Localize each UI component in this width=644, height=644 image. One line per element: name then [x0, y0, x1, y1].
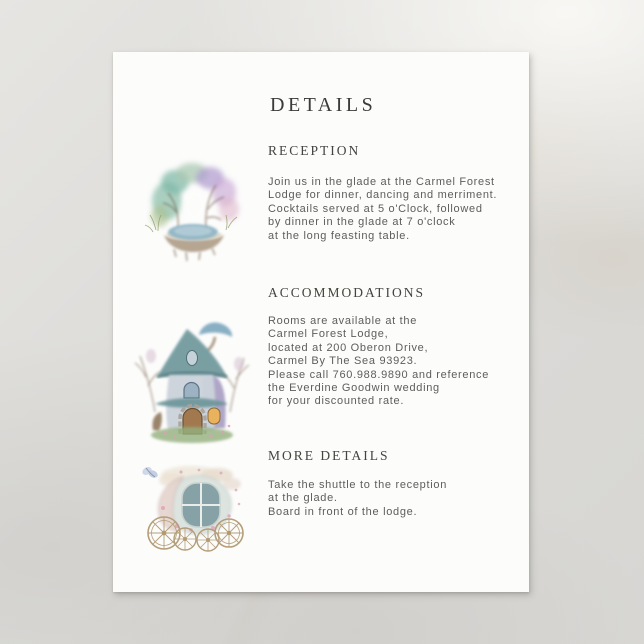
butterfly-icon — [141, 465, 159, 479]
card-title: DETAILS — [270, 94, 377, 116]
glade-pond-icon — [138, 157, 248, 267]
body-line: located at 200 Oberon Drive, — [268, 341, 429, 354]
body-line: Carmel Forest Lodge, — [268, 328, 389, 341]
enchanted-glade-pond-illustration — [138, 157, 248, 267]
body-line: Rooms are available at the — [268, 315, 418, 327]
body-line: Board in front of the lodge. — [268, 505, 418, 518]
section-body-more-details — [268, 479, 518, 519]
body-line: at the glade. — [268, 492, 338, 505]
body-line: Take the shuttle to the reception — [268, 479, 448, 491]
section-body-accommodations — [268, 315, 518, 409]
body-line: by dinner in the glade at 7 o'clock — [268, 216, 456, 229]
body-line: Join us in the glade at the Carmel Forest — [268, 176, 495, 188]
body-line: Lodge for dinner, dancing and merriment. — [268, 189, 498, 202]
details-card — [113, 52, 529, 592]
fairy-mushroom-house-illustration — [131, 316, 252, 446]
section-body-reception — [268, 176, 518, 243]
section-heading-reception: RECEPTION — [268, 143, 361, 158]
fairy-carriage-icon — [133, 460, 252, 557]
body-line: for your discounted rate. — [268, 395, 405, 408]
body-line: Cocktails served at 5 o'Clock, followed — [268, 202, 483, 215]
body-line: Carmel By The Sea 93923. — [268, 355, 418, 368]
body-line: Please call 760.988.9890 and reference — [268, 368, 490, 381]
body-line: the Everdine Goodwin wedding — [268, 382, 440, 395]
fairy-carriage-illustration — [133, 460, 252, 557]
section-heading-accommodations: ACCOMMODATIONS — [268, 285, 426, 300]
section-heading-more-details: MORE DETAILS — [268, 448, 390, 463]
fairy-house-icon — [131, 316, 252, 446]
body-line: at the long feasting table. — [268, 229, 410, 242]
